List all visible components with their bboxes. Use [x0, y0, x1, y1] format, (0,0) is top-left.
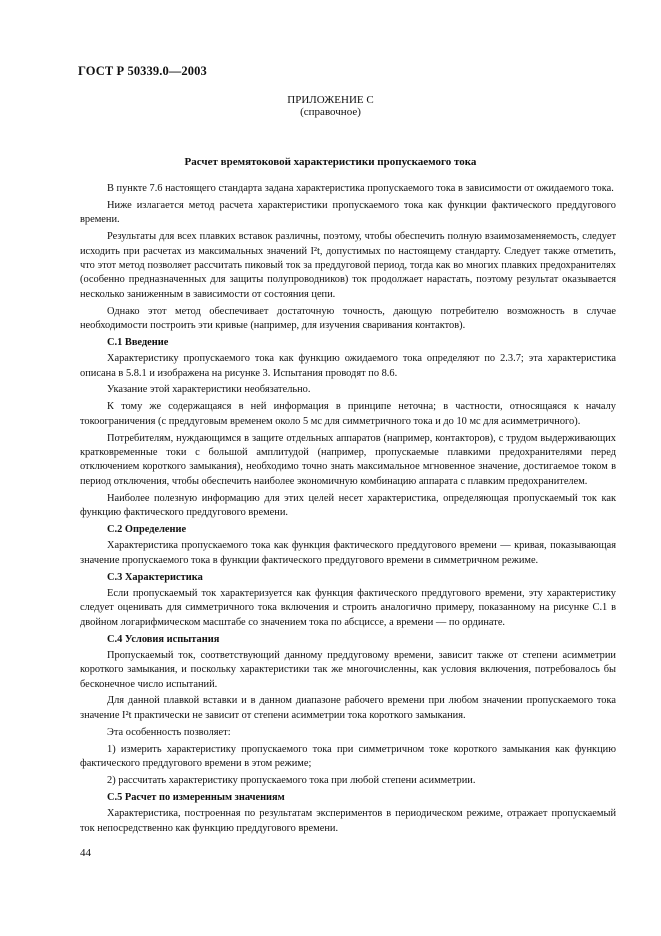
paragraph: Характеристика, построенная по результатам экспериментов в периодическом режиме, отражает пропускаемый ток непосредственно как функцию преддугового времени. [80, 808, 616, 834]
document-title: Расчет времятоковой характеристики пропускаемого тока [184, 156, 477, 168]
paragraph: Для данной плавкой вставки и в данном диапазоне рабочего времени при любом значении пропускаемого тока значение I²t практически не зависит от степени асимметрии тока короткого замыкания. [80, 695, 616, 721]
document-body [80, 182, 616, 839]
paragraph: 1) измерить характеристику пропускаемого тока при симметричном токе короткого замыкания как функцию фактического преддугового времени в этом режиме; [80, 743, 616, 770]
paragraph: К тому же содержащаяся в ней информация в принципе неточна; в частности, относящаяся к началу токоограничения (с преддуговым временем около 5 мс для симметричного тока и до 10 мс для асимметричного). [80, 401, 616, 427]
page-number: 44 [80, 847, 91, 859]
paragraph: Характеристика пропускаемого тока как функция фактического преддугового времени — кривая, показывающая значение пропускаемого тока в функции фактического преддугового времени в симметричном режиме. [80, 540, 616, 566]
appendix-label: ПРИЛОЖЕНИЕ С [287, 94, 374, 106]
paragraph: Результаты для всех плавких вставок различны, поэтому, чтобы обеспечить полную взаимозаменяемость, следует исходить при расчетах из максимальных значений I²t, допустимых по настоящему стандарту. Следует также отметить, что этот метод позволяет рассчитать пиковый ток за преддуговой период, тогда как во многих плавких предохранителях (особенно предназначенных для защиты полупроводников) ток продолжает нарастать, поэтому результат оказывается несколько заниженным в зависимости от состояния цепи. [80, 231, 616, 300]
appendix-note: (справочное) [300, 106, 361, 118]
paragraph: Если пропускаемый ток характеризуется как функция фактического преддугового времени, эту характеристику следует оценивать для симметричного тока включения и строить аналогично примеру, показанному на рисунке С.1 в двойном логарифмическом масштабе со значением тока по абсциссе, а времени — по ординате. [80, 587, 616, 628]
paragraph: Характеристику пропускаемого тока как функцию ожидаемого тока определяют по 2.3.7; эта характеристика описана в 5.8.1 и изображена на рисунке 3. Испытания проводят по 8.6. [80, 353, 616, 379]
section-heading: С.2 Определение [107, 523, 187, 535]
paragraph: Однако этот метод обеспечивает достаточную точность, дающую потребителю возможность в случае необходимости построить эти кривые (например, для изучения сваривания контактов). [80, 305, 616, 331]
paragraph: Потребителям, нуждающимся в защите отдельных аппаратов (например, контакторов), с трудом выдерживающих кратковременные токи с большой амплитудой (например, пропускаемые плавкими предохранителями перед отключением короткого замыкания), необходимо точно знать максимальное мгновенное значение, достигаемое током в период отключения, чтобы обеспечить наиболее экономичную комбинацию аппарата с плавким предохранителем. [80, 432, 616, 487]
paragraph: Эта особенность позволяет: [107, 726, 231, 738]
section-heading: С.4 Условия испытания [107, 633, 220, 645]
section-heading: С.1 Введение [107, 336, 169, 348]
paragraph: В пункте 7.6 настоящего стандарта задана характеристика пропускаемого тока в зависимости от ожидаемого тока. [107, 183, 614, 194]
standard-header: ГОСТ Р 50339.0—2003 [78, 64, 207, 78]
paragraph: 2) рассчитать характеристику пропускаемого тока при любой степени асимметрии. [107, 774, 476, 786]
paragraph: Ниже излагается метод расчета характеристики пропускаемого тока как функции фактического преддугового времени. [80, 199, 616, 226]
appendix-heading [0, 94, 661, 118]
paragraph: Пропускаемый ток, соответствующий данному преддуговому времени, зависит также от степени асимметрии короткого замыкания, и поскольку характеристики так же многочисленны, как условия включения, потребовалось бы бесконечное число испытаний. [80, 649, 616, 690]
section-heading: С.3 Характеристика [107, 571, 203, 583]
paragraph: Указание этой характеристики необязательно. [107, 384, 311, 396]
paragraph: Наиболее полезную информацию для этих целей несет характеристика, определяющая пропускаемый ток как функцию фактического преддугового времени. [80, 492, 616, 518]
section-heading: С.5 Расчет по измеренным значениям [107, 791, 285, 803]
